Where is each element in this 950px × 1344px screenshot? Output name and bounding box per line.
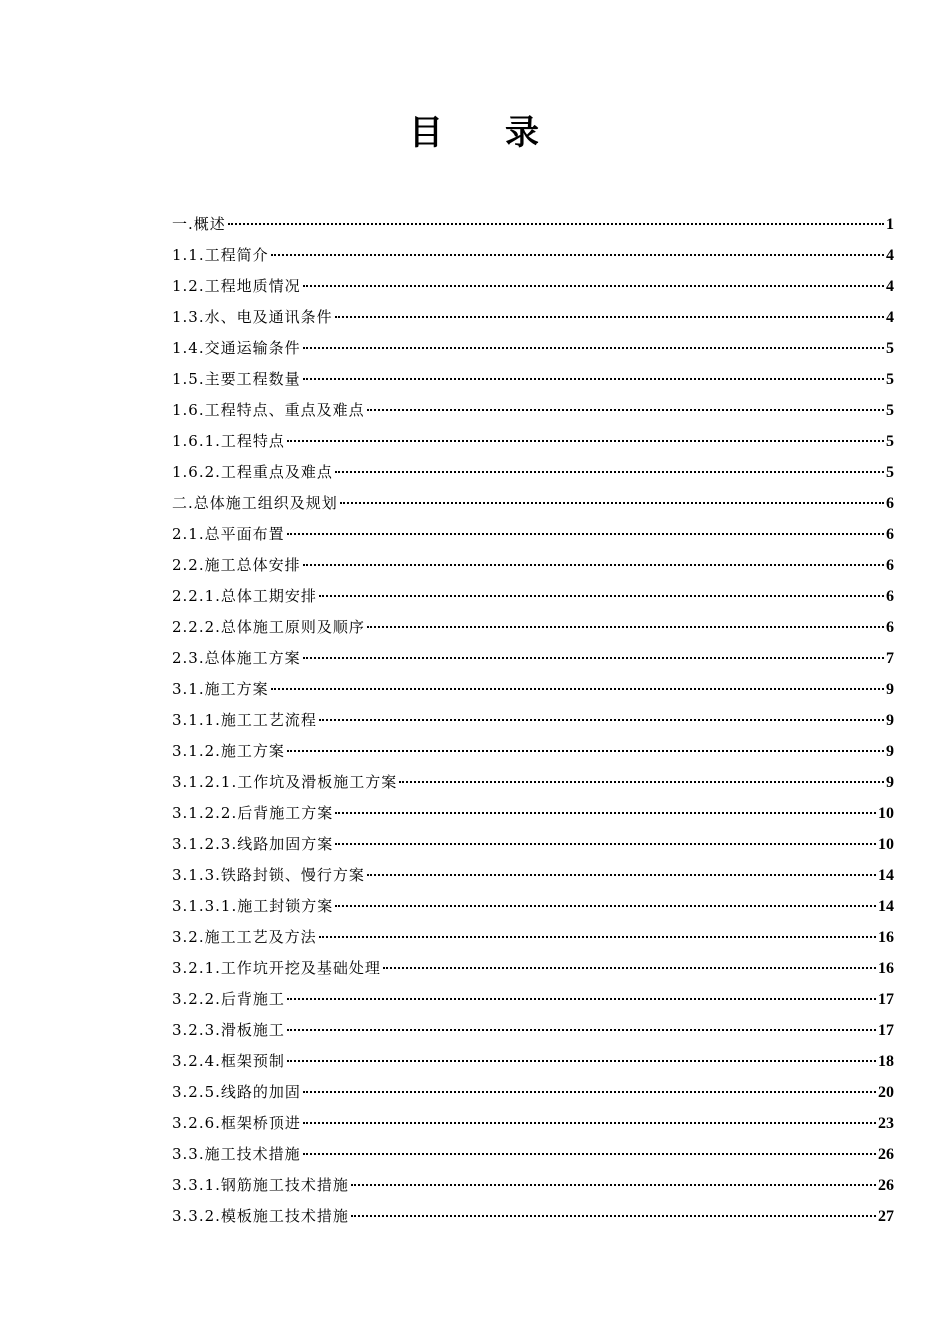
toc-dot-leader: [367, 626, 884, 628]
toc-entry[interactable]: [172, 489, 894, 520]
toc-entry-page-number[interactable]: 9: [886, 681, 894, 698]
toc-entry-page-number[interactable]: 14: [878, 898, 894, 915]
toc-entry-label[interactable]: 3.3.施工技术措施: [172, 1145, 301, 1163]
toc-entry-label[interactable]: 3.2.2.后背施工: [172, 990, 285, 1008]
toc-dot-leader: [319, 595, 884, 597]
page-title: [0, 105, 950, 154]
toc-entry[interactable]: [172, 985, 894, 1016]
toc-dot-leader: [287, 1029, 876, 1031]
toc-entry-label[interactable]: 3.3.1.钢筋施工技术措施: [172, 1176, 349, 1194]
toc-entry-label[interactable]: 1.3.水、电及通讯条件: [172, 308, 333, 326]
toc-entry[interactable]: [172, 1078, 894, 1109]
toc-entry-page-number[interactable]: 10: [878, 805, 894, 822]
toc-entry-label[interactable]: 3.1.2.2.后背施工方案: [172, 804, 334, 822]
toc-dot-leader: [367, 409, 884, 411]
toc-entry-label[interactable]: 3.2.1.工作坑开挖及基础处理: [172, 959, 381, 977]
toc-entry[interactable]: [172, 1109, 894, 1140]
toc-entry-page-number[interactable]: 16: [878, 960, 894, 977]
toc-entry-page-number[interactable]: 23: [878, 1115, 894, 1132]
toc-entry-page-number[interactable]: 4: [886, 309, 894, 326]
toc-entry-label[interactable]: 3.2.4.框架预制: [172, 1052, 285, 1070]
toc-entry[interactable]: [172, 458, 894, 489]
toc-entry-label[interactable]: 1.4.交通运输条件: [172, 339, 301, 357]
toc-dot-leader: [303, 564, 884, 566]
toc-entry[interactable]: [172, 520, 894, 551]
table-of-contents: [172, 210, 894, 1233]
toc-entry-page-number[interactable]: 20: [878, 1084, 894, 1101]
toc-entry[interactable]: [172, 799, 894, 830]
toc-entry-label[interactable]: 1.6.2.工程重点及难点: [172, 463, 333, 481]
toc-entry-page-number[interactable]: 7: [886, 650, 894, 667]
toc-entry-page-number[interactable]: 10: [878, 836, 894, 853]
toc-entry[interactable]: [172, 923, 894, 954]
toc-entry[interactable]: [172, 737, 894, 768]
toc-dot-leader: [351, 1215, 876, 1217]
toc-entry-page-number[interactable]: 5: [886, 433, 894, 450]
toc-entry-label[interactable]: 二.总体施工组织及规划: [172, 494, 338, 512]
toc-dot-leader: [303, 1153, 876, 1155]
toc-entry-label[interactable]: 1.1.工程简介: [172, 246, 269, 264]
toc-dot-leader: [228, 223, 884, 225]
toc-entry-page-number[interactable]: 6: [886, 557, 894, 574]
toc-entry[interactable]: [172, 334, 894, 365]
toc-entry-label[interactable]: 3.1.2.3.线路加固方案: [172, 835, 334, 853]
toc-dot-leader: [351, 1184, 876, 1186]
toc-entry-label[interactable]: 3.1.施工方案: [172, 680, 269, 698]
toc-entry-page-number[interactable]: 5: [886, 402, 894, 419]
toc-dot-leader: [319, 719, 884, 721]
toc-entry[interactable]: [172, 768, 894, 799]
toc-entry-label[interactable]: 2.2.施工总体安排: [172, 556, 301, 574]
toc-entry-label[interactable]: 3.1.3.铁路封锁、慢行方案: [172, 866, 365, 884]
title-char-1: 目: [409, 112, 445, 153]
toc-dot-leader: [303, 1091, 876, 1093]
toc-dot-leader: [303, 657, 884, 659]
toc-entry-page-number[interactable]: 6: [886, 588, 894, 605]
toc-entry[interactable]: [172, 396, 894, 427]
toc-entry-page-number[interactable]: 1: [886, 216, 894, 233]
toc-entry[interactable]: [172, 613, 894, 644]
toc-entry-page-number[interactable]: 17: [878, 1022, 894, 1039]
toc-entry[interactable]: [172, 582, 894, 613]
toc-entry-page-number[interactable]: 9: [886, 712, 894, 729]
toc-entry[interactable]: [172, 1047, 894, 1078]
toc-entry-label[interactable]: 1.5.主要工程数量: [172, 370, 301, 388]
toc-entry-label[interactable]: 3.2.6.框架桥顶进: [172, 1114, 301, 1132]
toc-dot-leader: [335, 812, 876, 814]
toc-entry-page-number[interactable]: 4: [886, 247, 894, 264]
toc-entry-label[interactable]: 2.2.2.总体施工原则及顺序: [172, 618, 365, 636]
toc-entry-page-number[interactable]: 6: [886, 495, 894, 512]
toc-entry-page-number[interactable]: 5: [886, 371, 894, 388]
toc-entry-label[interactable]: 3.2.施工工艺及方法: [172, 928, 317, 946]
toc-entry-label[interactable]: 3.1.1.施工工艺流程: [172, 711, 317, 729]
toc-dot-leader: [303, 347, 884, 349]
toc-dot-leader: [383, 967, 876, 969]
toc-entry[interactable]: [172, 551, 894, 582]
toc-dot-leader: [287, 750, 884, 752]
toc-dot-leader: [287, 998, 876, 1000]
toc-entry-label[interactable]: 3.2.5.线路的加固: [172, 1083, 301, 1101]
toc-dot-leader: [335, 316, 884, 318]
toc-entry-page-number[interactable]: 5: [886, 464, 894, 481]
toc-dot-leader: [287, 440, 884, 442]
toc-entry[interactable]: [172, 210, 894, 241]
toc-entry-label[interactable]: 1.2.工程地质情况: [172, 277, 301, 295]
toc-dot-leader: [287, 533, 884, 535]
toc-entry[interactable]: [172, 954, 894, 985]
toc-entry-label[interactable]: 一.概述: [172, 215, 226, 233]
toc-entry-label[interactable]: 3.3.2.模板施工技术措施: [172, 1207, 349, 1225]
title-char-2: 录: [505, 112, 541, 153]
toc-entry-label[interactable]: 1.6.1.工程特点: [172, 432, 285, 450]
toc-entry-page-number[interactable]: 5: [886, 340, 894, 357]
toc-entry-page-number[interactable]: 6: [886, 526, 894, 543]
toc-entry-label[interactable]: 3.1.2.1.工作坑及滑板施工方案: [172, 773, 398, 791]
toc-entry[interactable]: [172, 272, 894, 303]
toc-dot-leader: [303, 285, 884, 287]
toc-entry[interactable]: [172, 892, 894, 923]
toc-entry-label[interactable]: 2.1.总平面布置: [172, 525, 285, 543]
toc-entry-page-number[interactable]: 6: [886, 619, 894, 636]
toc-entry-page-number[interactable]: 18: [878, 1053, 894, 1070]
toc-entry[interactable]: [172, 427, 894, 458]
toc-entry[interactable]: [172, 706, 894, 737]
toc-entry[interactable]: [172, 241, 894, 272]
toc-entry-page-number[interactable]: 17: [878, 991, 894, 1008]
toc-entry-page-number[interactable]: 4: [886, 278, 894, 295]
toc-dot-leader: [335, 905, 876, 907]
toc-dot-leader: [340, 502, 884, 504]
toc-entry[interactable]: [172, 365, 894, 396]
toc-dot-leader: [287, 1060, 876, 1062]
toc-dot-leader: [335, 843, 876, 845]
toc-entry-label[interactable]: 1.6.工程特点、重点及难点: [172, 401, 365, 419]
toc-entry-label[interactable]: 3.1.2.施工方案: [172, 742, 285, 760]
toc-entry-label[interactable]: 2.2.1.总体工期安排: [172, 587, 317, 605]
toc-entry[interactable]: [172, 1171, 894, 1202]
toc-entry-label[interactable]: 3.2.3.滑板施工: [172, 1021, 285, 1039]
toc-entry[interactable]: [172, 675, 894, 706]
toc-entry-page-number[interactable]: 27: [878, 1208, 894, 1225]
toc-entry[interactable]: [172, 644, 894, 675]
toc-dot-leader: [271, 254, 884, 256]
toc-entry-page-number[interactable]: 9: [886, 743, 894, 760]
toc-dot-leader: [335, 471, 884, 473]
toc-entry[interactable]: [172, 830, 894, 861]
toc-entry[interactable]: [172, 1202, 894, 1233]
toc-dot-leader: [303, 1122, 876, 1124]
toc-entry-page-number[interactable]: 9: [886, 774, 894, 791]
toc-dot-leader: [303, 378, 884, 380]
toc-dot-leader: [399, 781, 884, 783]
toc-entry-label[interactable]: 3.1.3.1.施工封锁方案: [172, 897, 334, 915]
toc-entry-page-number[interactable]: 26: [878, 1146, 894, 1163]
toc-entry[interactable]: [172, 1016, 894, 1047]
toc-dot-leader: [271, 688, 884, 690]
toc-entry[interactable]: [172, 1140, 894, 1171]
toc-entry-page-number[interactable]: 26: [878, 1177, 894, 1194]
toc-entry-label[interactable]: 2.3.总体施工方案: [172, 649, 301, 667]
toc-dot-leader: [319, 936, 876, 938]
toc-entry[interactable]: [172, 303, 894, 334]
toc-entry-page-number[interactable]: 16: [878, 929, 894, 946]
toc-dot-leader: [367, 874, 876, 876]
toc-entry-page-number[interactable]: 14: [878, 867, 894, 884]
toc-entry[interactable]: [172, 861, 894, 892]
